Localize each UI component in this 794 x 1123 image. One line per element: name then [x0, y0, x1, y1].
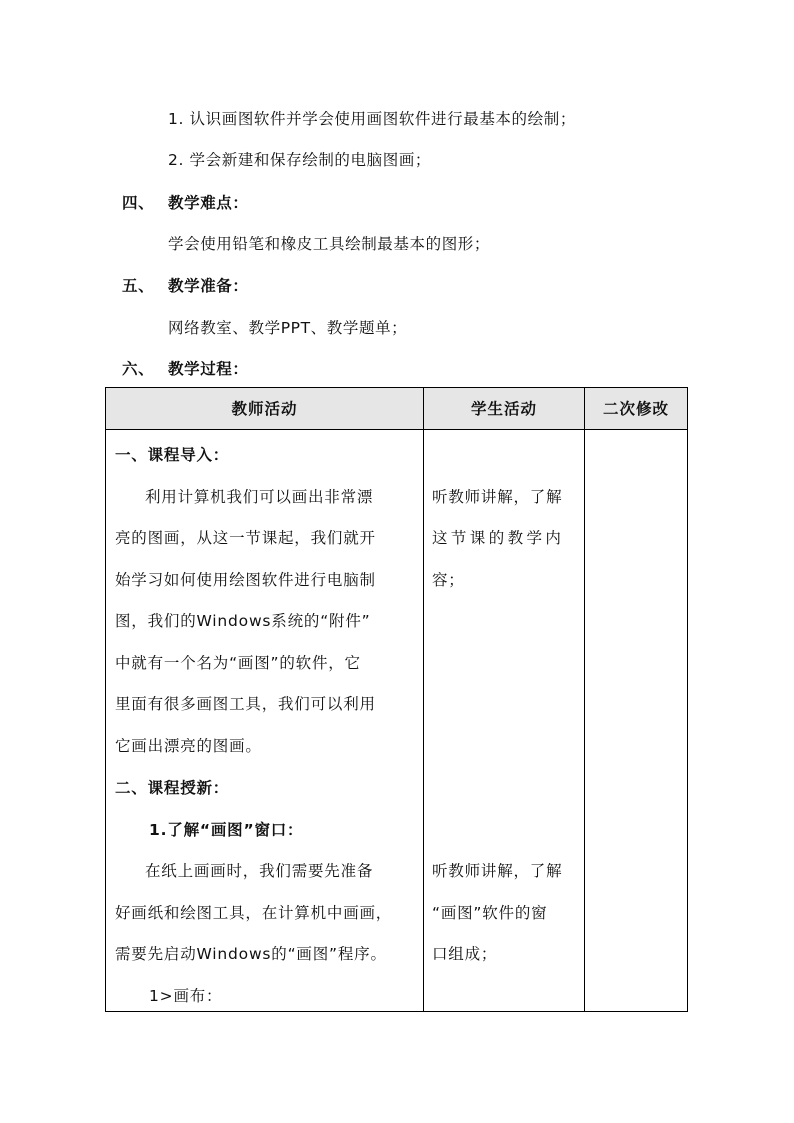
- goal-1: 1. 认识画图软件并学会使用画图软件进行最基本的绘制；: [168, 110, 576, 128]
- teaching-process-table: [105, 387, 688, 1012]
- teacher-para1-line-3: 始学习如何使用绘图软件进行电脑制: [115, 571, 376, 589]
- student-block2-line-1: 听教师讲解，了解: [432, 862, 563, 880]
- teacher-para2-line-2: 好画纸和绘图工具，在计算机中画画，: [115, 904, 393, 922]
- teacher-para2-line-1: 在纸上画画时，我们需要先准备: [145, 862, 374, 880]
- teacher-para1-line-7: 它画出漂亮的图画。: [115, 737, 262, 755]
- section-4-content: 学会使用铅笔和橡皮工具绘制最基本的图形；: [168, 235, 491, 253]
- teacher-heading-new-lesson: 二、课程授新：: [115, 779, 230, 797]
- section-6-title: 教学过程：: [168, 360, 249, 378]
- teacher-para1-line-6: 里面有很多画图工具，我们可以利用: [115, 695, 376, 713]
- teacher-subheading-window: 1.了解“画图”窗口：: [149, 821, 304, 839]
- header-teacher-activity: 教师活动: [231, 400, 298, 418]
- header-student-activity: 学生活动: [470, 400, 537, 418]
- section-4-title: 教学难点：: [168, 194, 249, 212]
- student-block2-line-3: 口组成；: [432, 945, 498, 963]
- goal-2: 2. 学会新建和保存绘制的电脑图画；: [168, 151, 432, 169]
- section-5-number: 五、: [122, 277, 155, 295]
- teacher-para1-line-4: 图，我们的Windows系统的“附件”: [115, 612, 371, 630]
- teacher-para1-line-5: 中就有一个名为“画图”的软件，它: [115, 654, 361, 672]
- column-divider-1: [423, 388, 424, 1011]
- section-5-title: 教学准备：: [168, 277, 249, 295]
- teacher-heading-intro: 一、课程导入：: [115, 446, 230, 464]
- column-divider-2: [584, 388, 585, 1011]
- section-5-content: 网络教室、教学PPT、教学题单；: [168, 319, 408, 337]
- teacher-para1-line-2: 亮的图画，从这一节课起，我们就开: [115, 529, 376, 547]
- student-block2-line-2: “画图”软件的窗: [432, 904, 548, 922]
- student-block1-line-2: 这节课的教学内: [432, 529, 565, 547]
- header-second-revision: 二次修改: [602, 400, 669, 418]
- teacher-para1-line-1: 利用计算机我们可以画出非常漂: [145, 488, 374, 506]
- section-4-number: 四、: [122, 194, 155, 212]
- student-block1-line-3: 容；: [432, 571, 465, 589]
- student-block1-line-1: 听教师讲解，了解: [432, 488, 563, 506]
- section-6-number: 六、: [122, 360, 155, 378]
- teacher-para2-line-3: 需要先启动Windows的“画图”程序。: [115, 945, 387, 963]
- teacher-item-canvas: 1>画布：: [149, 987, 223, 1005]
